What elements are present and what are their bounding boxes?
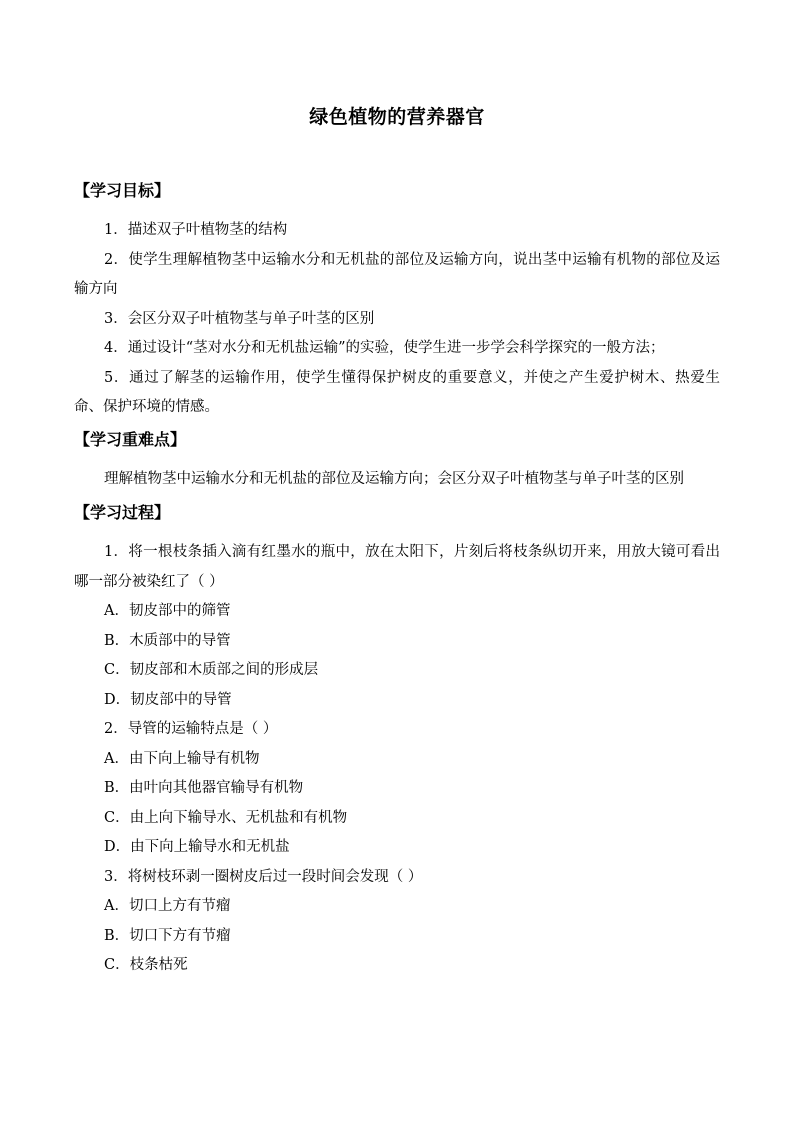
question-1-option-d: D．韧皮部中的导管 (104, 691, 232, 708)
learning-goals-section (74, 178, 720, 423)
question-3-option-c: C．枝条枯死 (104, 957, 188, 973)
difficulties-text: 理解植物茎中运输水分和无机盐的部位及运输方向；会区分双子叶植物茎与单子叶茎的区别 (104, 470, 684, 487)
question-2-option-b: B．由叶向其他器官输导有机物 (104, 780, 304, 796)
question-1-option-a: A．韧皮部中的筛管 (104, 603, 231, 619)
goal-item: 1．描述双子叶植物茎的结构 (104, 222, 288, 238)
goal-item: 5．通过了解茎的运输作用，使学生懂得保护树皮的重要意义，并使之产生爱护树木、热爱生命、保护环境的情感。 (74, 369, 720, 415)
question-3: 3．将树枝环剥一圈树皮后过一段时间会发现（ ） (104, 868, 423, 885)
difficulties-heading: 【学习重难点】 (74, 429, 187, 449)
question-2-option-c: C．由上向下输导水、无机盐和有机物 (104, 809, 348, 826)
goal-item: 2．使学生理解植物茎中运输水分和无机盐的部位及运输方向，说出茎中运输有机物的部位及运输方向 (74, 251, 720, 297)
question-3-option-b: B．切口下方有节瘤 (104, 927, 231, 944)
difficulties-section (74, 427, 720, 495)
goal-item: 3．会区分双子叶植物茎与单子叶茎的区别 (104, 310, 375, 327)
learning-goals-list (74, 216, 720, 423)
page-title: 绿色植物的营养器官 (309, 106, 485, 128)
question-1-option-c: C．韧皮部和木质部之间的形成层 (104, 662, 319, 678)
question-2-option-a: A．由下向上输导有机物 (104, 750, 260, 767)
learning-process-section (74, 500, 720, 981)
learning-goals-heading: 【学习目标】 (74, 181, 171, 200)
question-2: 2．导管的运输特点是（ ） (104, 721, 278, 737)
question-1-option-b: B．木质部中的导管 (104, 632, 231, 649)
goal-item: 4．通过设计“茎对水分和无机盐运输”的实验，使学生进一步学会科学探究的一般方法； (104, 340, 665, 356)
question-3-option-a: A．切口上方有节瘤 (104, 898, 231, 914)
process-list (74, 538, 720, 981)
question-2-option-d: D．由下向上输导水和无机盐 (104, 839, 290, 855)
learning-process-heading: 【学习过程】 (74, 503, 171, 522)
question-1: 1．将一根枝条插入滴有红墨水的瓶中，放在太阳下，片刻后将枝条纵切开来，用放大镜可看出哪一部分被染红了（ ） (74, 544, 720, 590)
